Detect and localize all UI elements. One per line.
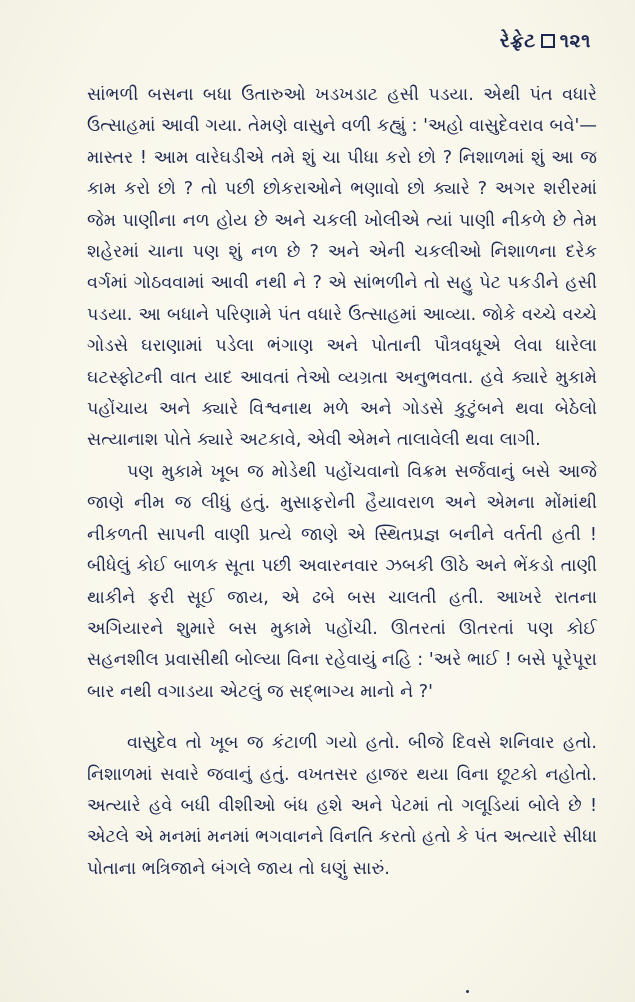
page-number: ૧૨૧ (559, 30, 591, 52)
paragraph-1: સાંભળી બસના બધા ઉતારુઓ ખડખડાટ હસી પડયા. એથી પંત વધારે ઉત્સાહમાં આવી ગયા. તેમણે વાસુને વળી કહ્યું : 'અહો વાસુદેવરાવ બવે'—માસ્તર ! આમ વારેઘડીએ તમે શું ચા પીધા કરો છો ? નિશાળમાં શું આ જ કામ કરો છો ? તો પછી છોકરાઓને ભણાવો છો ક્યારે ? અગર શરીરમાં જેમ પાણીના નળ હોય છે અને ચકલી ખોલીએ ત્યાં પાણી નીકળે છે તેમ શહેરમાં ચાના પણ શું નળ છે ? અને એની ચકલીઓ નિશાળના દરેક વર્ગમાં ગોઠવવામાં આવી નથી ને ? એ સાંભળીને તો સહુ પેટ પકડીને હસી પડયા. આ બધાને પરિણામે પંત વધારે ઉત્સાહમાં આવ્યા. જોકે વચ્ચે વચ્ચે ગોડસે ઘરાણામાં પડેલા ભંગાણ અને પોતાની પૌત્રવધૂએ લેવા ધારેલા ઘટસ્ફોટની વાત યાદ આવતાં તેઓ વ્યગ્રતા અનુભવતા. હવે ક્યારે મુકામે પહોંચાય અને ક્યારે વિશ્વનાથ મળે અને ગોડસે કુટુંબને થવા બેઠેલો સત્યાનાશ પોતે ક્યારે અટકાવે, એવી એમને તાલાવેલી થવા લાગી. (87, 85, 597, 451)
ink-speck (466, 990, 469, 993)
running-title: રેફ્રેટ (499, 30, 536, 52)
square-box-icon (541, 34, 555, 48)
paragraph-3: વાસુદેવ તો ખૂબ જ કંટાળી ગયો હતો. બીજે દિવસે શનિવાર હતો. નિશાળમાં સવારે જવાનું હતું. વખતસર હાજર થયા વિના છૂટકો નહોતો. અત્યારે હવે બધી વીશીઓ બંધ હશે અને પેટમાં તો ગલૂડિયાં બોલે છે ! એટલે એ મનમાં મનમાં ભગવાનને વિનતિ કરતો હતો કે પંત અત્યારે સીધા પોતાના ભત્રિજાને બંગલે જાય તો ઘણું સારું. (87, 733, 597, 879)
page-header (500, 30, 591, 52)
paragraph-2: પણ મુકામે ખૂબ જ મોડેથી પહોંચવાનો વિક્રમ સર્જવાનું બસે આજે જાણે નીમ જ લીધું હતું. મુસાફરોની હૈયાવરાળ અને એમના મોંમાંથી નીકળતી સાપની વાણી પ્રત્યે જાણે એ સ્થિતપ્રજ્ઞ બનીને વર્તતી હતી ! બીધેલું કોઈ બાળક સૂતા પછી અવારનવાર ઝબકી ઊઠે અને ભેંકડો તાણી થાકીને ફરી સૂઈ જાય, એ ઢબે બસ ચાલતી હતી. આખરે રાતના અગિયારને શુમારે બસ મુકામે પહોંચી. ઊતરતાં ઊતરતાં પણ કોઈ સહનશીલ પ્રવાસીથી બોલ્યા વિના રહેવાયું નહિ : 'અરે ભાઈ ! બસે પૂરેપૂરા બાર નથી વગાડયા એટલું જ સદ્ભાગ્ય માનો ને ?' (87, 461, 597, 702)
body-text (87, 80, 597, 885)
